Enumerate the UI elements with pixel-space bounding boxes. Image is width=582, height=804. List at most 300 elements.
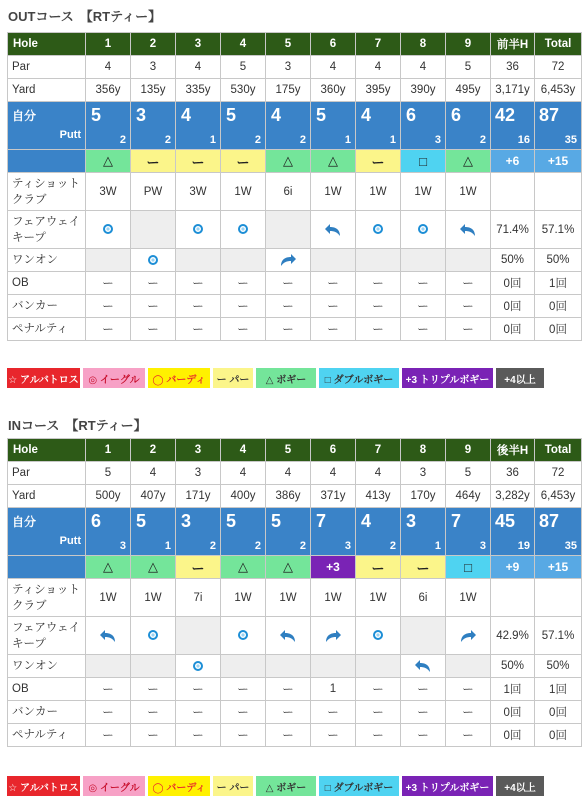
ob-label: OB (8, 678, 86, 701)
result-mark-bogey: △ (221, 556, 266, 579)
legend-triple: +3 トリプルボギー (402, 776, 493, 796)
tee-club-label-line2: クラブ (12, 193, 47, 206)
putt-count: 2 (254, 134, 261, 146)
hole-label: Hole (8, 33, 86, 56)
curve-left-arrow-icon (414, 660, 432, 672)
stroke-count: 5 (136, 511, 147, 531)
bunker-value: ー (221, 295, 266, 318)
total-score-cell (535, 102, 582, 150)
bunker-value: ー (131, 701, 176, 724)
fairway-keep-total: 57.1% (535, 617, 582, 655)
legend-double: □ ダブルボギー (319, 776, 399, 796)
tee-club-value: PW (131, 173, 176, 211)
result-mark-par: ー (401, 556, 446, 579)
out-title-text: OUTコース (8, 9, 74, 24)
par-total: 72 (535, 462, 582, 485)
legend-albatross: ☆ アルバトロス (7, 776, 80, 796)
legend-eagle: ◎ イーグル (83, 776, 145, 796)
total-label: Total (535, 33, 582, 56)
one-on-value (311, 249, 356, 272)
out-tee-text: 【RTティー】 (79, 9, 162, 24)
one-on-half: 50% (491, 249, 535, 272)
tee-club-value: 1W (221, 173, 266, 211)
yard-half: 3,171y (491, 79, 535, 102)
bunker-value: ー (401, 295, 446, 318)
par-value: 5 (86, 462, 131, 485)
yard-value: 464y (446, 485, 491, 508)
ob-value: ー (176, 678, 221, 701)
legend-bogey: △ ボギー (256, 776, 316, 796)
hole-number: 4 (221, 439, 266, 462)
bunker-value: ー (86, 295, 131, 318)
fairway-keep-value (266, 617, 311, 655)
bunker-value: ー (311, 701, 356, 724)
out-yard-row (8, 79, 582, 102)
bunker-value: ー (131, 295, 176, 318)
stroke-count: 5 (316, 105, 327, 125)
target-circle-icon (372, 224, 384, 236)
one-on-total: 50% (535, 249, 582, 272)
fairway-keep-value (86, 617, 131, 655)
penalty-value: ー (176, 724, 221, 747)
fairway-keep-value (356, 617, 401, 655)
ob-value: ー (86, 272, 131, 295)
half-strokes: 45 (495, 511, 516, 531)
stroke-count: 4 (361, 511, 372, 531)
yard-total: 6,453y (535, 79, 582, 102)
legend-plus4: +4以上 (496, 368, 544, 388)
hole-score-cell (311, 508, 356, 556)
par-value: 3 (266, 56, 311, 79)
hole-score-cell (86, 102, 131, 150)
tee-club-label (8, 579, 86, 617)
fairway-keep-label (8, 617, 86, 655)
hole-number: 8 (401, 439, 446, 462)
target-circle-icon (192, 224, 204, 236)
bunker-value: ー (221, 701, 266, 724)
legend-double: □ ダブルボギー (319, 368, 399, 388)
fairway-keep-label-line1: フェアウェイ (12, 621, 80, 634)
fairway-keep-value (356, 211, 401, 249)
tee-club-value: 3W (176, 173, 221, 211)
in-ob-row (8, 678, 582, 701)
tee-club-half (491, 173, 535, 211)
ob-half: 0回 (491, 272, 535, 295)
penalty-value: ー (131, 724, 176, 747)
in-legend (7, 776, 544, 796)
stroke-count: 3 (406, 511, 417, 531)
in-one-on-row (8, 655, 582, 678)
half-over-par: +9 (491, 556, 535, 579)
putt-count: 2 (299, 540, 306, 552)
result-mark-bogey: △ (311, 150, 356, 173)
penalty-value: ー (176, 318, 221, 341)
penalty-value: ー (356, 724, 401, 747)
hole-score-cell (221, 508, 266, 556)
fairway-keep-value (176, 211, 221, 249)
curve-right-arrow-icon (459, 630, 477, 642)
penalty-value: ー (221, 318, 266, 341)
hole-number: 2 (131, 439, 176, 462)
penalty-value: ー (311, 724, 356, 747)
ob-label: OB (8, 272, 86, 295)
ob-value: ー (176, 272, 221, 295)
result-mark-bogey: △ (86, 556, 131, 579)
half-label: 前半H (491, 33, 535, 56)
one-on-value (221, 249, 266, 272)
penalty-value: ー (446, 724, 491, 747)
out-hole-row (8, 33, 582, 56)
bunker-value: ー (356, 295, 401, 318)
par-half: 36 (491, 56, 535, 79)
legend-par: ー パー (213, 776, 253, 796)
yard-value: 400y (221, 485, 266, 508)
curve-left-arrow-icon (279, 630, 297, 642)
penalty-half: 0回 (491, 318, 535, 341)
legend-birdie: ◯ バーディ (148, 368, 210, 388)
one-on-value (86, 249, 131, 272)
yard-label: Yard (8, 79, 86, 102)
yard-value: 135y (131, 79, 176, 102)
bunker-value: ー (401, 701, 446, 724)
hole-score-cell (311, 102, 356, 150)
putt-count: 2 (209, 540, 216, 552)
fairway-keep-value (86, 211, 131, 249)
result-mark-par: ー (176, 556, 221, 579)
hole-score-cell (176, 102, 221, 150)
one-on-value (131, 249, 176, 272)
fairway-keep-label-line1: フェアウェイ (12, 215, 80, 228)
hole-number: 7 (356, 33, 401, 56)
yard-total: 6,453y (535, 485, 582, 508)
one-on-value (401, 249, 446, 272)
result-mark-bogey: △ (86, 150, 131, 173)
fairway-keep-label-line2: キープ (12, 637, 46, 650)
one-on-value (356, 655, 401, 678)
stroke-count: 4 (271, 105, 282, 125)
bunker-label: バンカー (8, 295, 86, 318)
bunker-value: ー (446, 295, 491, 318)
fairway-keep-value (266, 211, 311, 249)
out-one-on-row (8, 249, 582, 272)
hole-score-cell (401, 508, 446, 556)
bunker-label: バンカー (8, 701, 86, 724)
penalty-label: ペナルティ (8, 318, 86, 341)
putt-count: 1 (434, 540, 441, 552)
tee-club-label-line1: ティショット (12, 177, 80, 190)
fairway-keep-value (401, 617, 446, 655)
result-label-cell (8, 556, 86, 579)
yard-value: 356y (86, 79, 131, 102)
legend-eagle: ◎ イーグル (83, 368, 145, 388)
bunker-value: ー (311, 295, 356, 318)
ob-value: 1 (311, 678, 356, 701)
legend-triple: +3 トリプルボギー (402, 368, 493, 388)
fairway-keep-value (221, 617, 266, 655)
tee-club-value: 6i (401, 579, 446, 617)
hole-number: 9 (446, 439, 491, 462)
hole-score-cell (356, 508, 401, 556)
out-fairway-keep-row (8, 211, 582, 249)
par-value: 5 (446, 462, 491, 485)
curve-left-arrow-icon (99, 630, 117, 642)
in-tee-club-row (8, 579, 582, 617)
result-mark-double: □ (401, 150, 446, 173)
putt-count: 1 (164, 540, 171, 552)
ob-value: ー (221, 272, 266, 295)
bunker-value: ー (176, 701, 221, 724)
hole-number: 9 (446, 33, 491, 56)
putt-count: 2 (389, 540, 396, 552)
ob-total: 1回 (535, 272, 582, 295)
hole-score-cell (221, 102, 266, 150)
stroke-count: 6 (406, 105, 417, 125)
tee-club-value: 1W (401, 173, 446, 211)
one-on-value (356, 249, 401, 272)
tee-club-value: 1W (131, 579, 176, 617)
stroke-count: 5 (271, 511, 282, 531)
tee-club-label-line2: クラブ (12, 599, 47, 612)
fairway-keep-value (401, 211, 446, 249)
hole-score-cell (86, 508, 131, 556)
tee-club-value: 1W (446, 579, 491, 617)
in-bunker-row (8, 701, 582, 724)
stroke-count: 7 (316, 511, 327, 531)
result-mark-par: ー (176, 150, 221, 173)
par-value: 4 (311, 462, 356, 485)
one-on-value (266, 655, 311, 678)
tee-club-value: 1W (86, 579, 131, 617)
par-label: Par (8, 462, 86, 485)
hole-score-cell (131, 508, 176, 556)
out-scorecard-table (7, 32, 582, 341)
penalty-value: ー (86, 318, 131, 341)
one-on-half: 50% (491, 655, 535, 678)
penalty-total: 0回 (535, 318, 582, 341)
putt-count: 2 (479, 134, 486, 146)
fairway-keep-value (176, 617, 221, 655)
yard-value: 386y (266, 485, 311, 508)
penalty-value: ー (86, 724, 131, 747)
out-penalty-row (8, 318, 582, 341)
yard-value: 530y (221, 79, 266, 102)
putt-count: 3 (434, 134, 441, 146)
ob-total: 1回 (535, 678, 582, 701)
yard-value: 395y (356, 79, 401, 102)
par-value: 4 (356, 462, 401, 485)
tee-club-value: 1W (311, 173, 356, 211)
target-circle-icon (147, 630, 159, 642)
bunker-value: ー (446, 701, 491, 724)
ob-value: ー (86, 678, 131, 701)
yard-value: 171y (176, 485, 221, 508)
target-circle-icon (417, 224, 429, 236)
par-value: 5 (221, 56, 266, 79)
hole-number: 3 (176, 33, 221, 56)
par-value: 4 (266, 462, 311, 485)
half-strokes: 42 (495, 105, 516, 125)
par-half: 36 (491, 462, 535, 485)
ob-value: ー (266, 678, 311, 701)
legend-plus4: +4以上 (496, 776, 544, 796)
curve-right-arrow-icon (279, 254, 297, 266)
ob-value: ー (356, 272, 401, 295)
hole-number: 3 (176, 439, 221, 462)
result-mark-par: ー (221, 150, 266, 173)
penalty-value: ー (401, 318, 446, 341)
in-fairway-keep-row (8, 617, 582, 655)
stroke-count: 4 (361, 105, 372, 125)
penalty-value: ー (131, 318, 176, 341)
bunker-total: 0回 (535, 701, 582, 724)
hole-number: 1 (86, 33, 131, 56)
target-circle-icon (372, 630, 384, 642)
target-circle-icon (102, 224, 114, 236)
out-ob-row (8, 272, 582, 295)
tee-club-label (8, 173, 86, 211)
par-label: Par (8, 56, 86, 79)
bunker-half: 0回 (491, 295, 535, 318)
fairway-keep-label (8, 211, 86, 249)
putt-count: 2 (164, 134, 171, 146)
out-result-row (8, 150, 582, 173)
bunker-value: ー (356, 701, 401, 724)
one-on-label: ワンオン (8, 655, 86, 678)
par-value: 3 (401, 462, 446, 485)
fairway-keep-label-line2: キープ (12, 231, 46, 244)
hole-label: Hole (8, 439, 86, 462)
tee-club-half (491, 579, 535, 617)
result-label-cell (8, 150, 86, 173)
yard-value: 335y (176, 79, 221, 102)
hole-number: 6 (311, 439, 356, 462)
ob-value: ー (221, 678, 266, 701)
one-on-value (131, 655, 176, 678)
tee-club-total (535, 579, 582, 617)
hole-number: 6 (311, 33, 356, 56)
bunker-total: 0回 (535, 295, 582, 318)
total-putts: 35 (564, 540, 577, 552)
fairway-keep-value (311, 211, 356, 249)
yard-half: 3,282y (491, 485, 535, 508)
curve-right-arrow-icon (324, 630, 342, 642)
par-value: 4 (311, 56, 356, 79)
my-score-label: 自分 (12, 109, 37, 123)
putt-count: 2 (254, 540, 261, 552)
hole-score-cell (266, 508, 311, 556)
result-mark-par: ー (356, 150, 401, 173)
hole-score-cell (131, 102, 176, 150)
stroke-count: 5 (91, 105, 102, 125)
result-mark-bogey: △ (266, 150, 311, 173)
yard-value: 175y (266, 79, 311, 102)
fairway-keep-value (131, 617, 176, 655)
tee-club-value: 7i (176, 579, 221, 617)
penalty-half: 0回 (491, 724, 535, 747)
one-on-value (176, 249, 221, 272)
total-strokes: 87 (539, 105, 560, 125)
one-on-value (176, 655, 221, 678)
ob-half: 1回 (491, 678, 535, 701)
stroke-count: 6 (451, 105, 462, 125)
bunker-value: ー (266, 295, 311, 318)
total-over-par: +15 (535, 556, 582, 579)
bunker-value: ー (176, 295, 221, 318)
par-value: 4 (131, 462, 176, 485)
par-value: 3 (176, 462, 221, 485)
putt-count: 3 (344, 540, 351, 552)
half-over-par: +6 (491, 150, 535, 173)
stroke-count: 3 (136, 105, 147, 125)
in-result-row (8, 556, 582, 579)
target-circle-icon (192, 660, 204, 672)
result-mark-bogey: △ (266, 556, 311, 579)
score-label-cell (8, 508, 86, 556)
hole-number: 4 (221, 33, 266, 56)
hole-number: 5 (266, 439, 311, 462)
tee-club-value: 1W (266, 579, 311, 617)
fairway-keep-half: 71.4% (491, 211, 535, 249)
hole-score-cell (176, 508, 221, 556)
one-on-value (446, 655, 491, 678)
in-scorecard-table (7, 438, 582, 747)
penalty-value: ー (311, 318, 356, 341)
out-bunker-row (8, 295, 582, 318)
par-value: 4 (86, 56, 131, 79)
penalty-value: ー (401, 724, 446, 747)
hole-number: 8 (401, 33, 446, 56)
one-on-value (311, 655, 356, 678)
stroke-count: 7 (451, 511, 462, 531)
ob-value: ー (401, 678, 446, 701)
penalty-label: ペナルティ (8, 724, 86, 747)
one-on-value (446, 249, 491, 272)
penalty-total: 0回 (535, 724, 582, 747)
par-value: 4 (401, 56, 446, 79)
in-title-text: INコース (8, 418, 60, 433)
bunker-value: ー (266, 701, 311, 724)
fairway-keep-half: 42.9% (491, 617, 535, 655)
one-on-value (266, 249, 311, 272)
yard-value: 407y (131, 485, 176, 508)
legend-albatross: ☆ アルバトロス (7, 368, 80, 388)
hole-score-cell (401, 102, 446, 150)
total-score-cell (535, 508, 582, 556)
penalty-value: ー (356, 318, 401, 341)
bunker-value: ー (86, 701, 131, 724)
total-putts: 35 (564, 134, 577, 146)
hole-score-cell (266, 102, 311, 150)
penalty-value: ー (266, 724, 311, 747)
out-course-title (8, 6, 161, 25)
one-on-value (86, 655, 131, 678)
putt-count: 1 (209, 134, 216, 146)
yard-value: 413y (356, 485, 401, 508)
total-label: Total (535, 439, 582, 462)
half-score-cell (491, 508, 535, 556)
result-mark-par: ー (356, 556, 401, 579)
par-value: 5 (446, 56, 491, 79)
fairway-keep-value (221, 211, 266, 249)
ob-value: ー (266, 272, 311, 295)
putt-label: Putt (59, 535, 81, 547)
ob-value: ー (446, 678, 491, 701)
tee-club-value: 1W (356, 173, 401, 211)
score-label-cell (8, 102, 86, 150)
hole-number: 7 (356, 439, 401, 462)
tee-club-total (535, 173, 582, 211)
fairway-keep-value (446, 617, 491, 655)
